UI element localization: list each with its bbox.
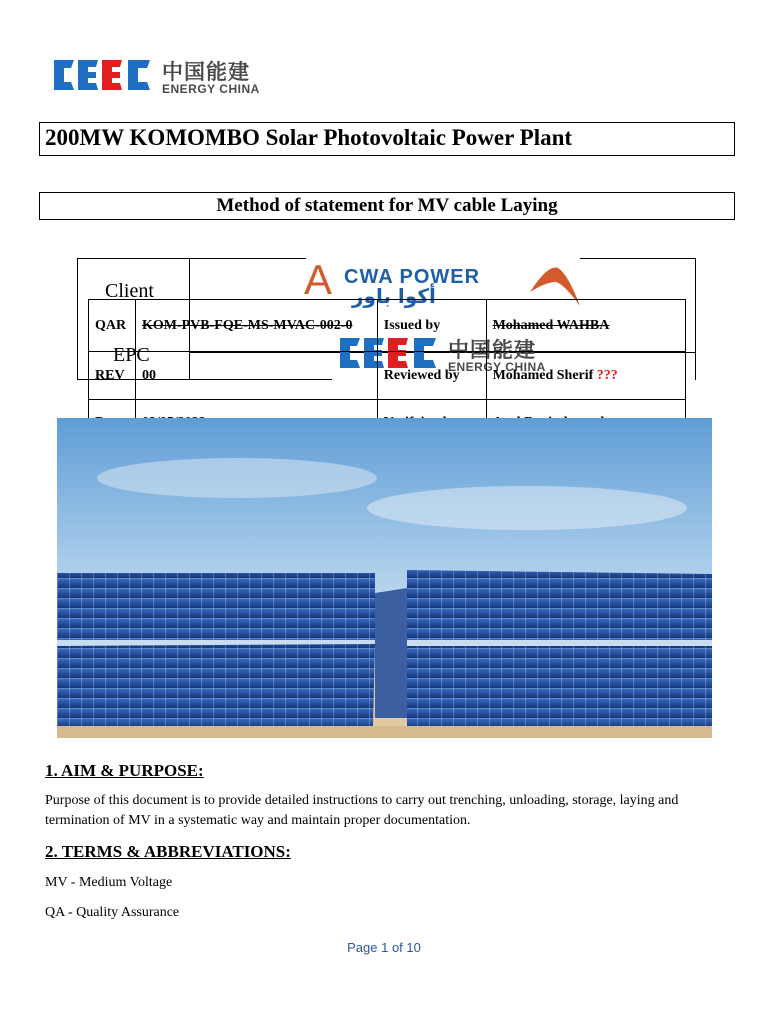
document-title-box [39, 122, 735, 156]
row-role: Issued by [377, 300, 486, 352]
row-label: QAR [89, 300, 136, 352]
acwa-logo-initial: A [304, 256, 333, 303]
abbreviation-item: QA - Quality Assurance [45, 905, 180, 920]
row-note: ??? [596, 367, 618, 383]
logo-english-text: ENERGY CHINA [162, 82, 260, 96]
row-person-cell [486, 352, 685, 400]
document-subtitle: Method of statement for MV cable Laying [216, 195, 558, 216]
page-number: Page 1 of 10 [347, 940, 421, 955]
energy-china-logo-top [52, 56, 262, 98]
document-title: 200MW KOMOMBO Solar Photovoltaic Power Plant [45, 125, 573, 150]
section-heading-terms: 2. TERMS & ABBREVIATIONS: [45, 842, 291, 861]
solar-panels-image [57, 418, 712, 738]
document-subtitle-box [39, 192, 735, 220]
section-heading-aim: 1. AIM & PURPOSE: [45, 761, 204, 780]
row-person: Mohamed WAHBA [486, 300, 685, 352]
row-role: Reviewed by [377, 352, 486, 400]
solar-panels-photo [57, 418, 712, 738]
row-value: 00 [135, 352, 377, 400]
logo-chinese-text: 中国能建 [448, 338, 536, 362]
section-paragraph: Purpose of this document is to provide detailed instructions to carry out trenching, unloading, storage, laying and termination of MV in a systematic way and maintain proper documentation. [45, 793, 679, 828]
table-row [89, 352, 686, 400]
row-person: Mohamed Sherif [492, 367, 594, 383]
abbreviation-item: MV - Medium Voltage [45, 875, 173, 890]
logo-english-text: ENERGY CHINA [448, 360, 546, 374]
client-label: Client [105, 280, 154, 302]
acwa-logo-arabic: أكوا باور [352, 284, 436, 308]
row-value: KOM-PVB-FQE-MS-MVAC-002-0 [135, 300, 377, 352]
table-row [89, 300, 686, 352]
acwa-logo-text: CWA POWER [344, 266, 481, 288]
ceec-logo-icon [52, 56, 154, 94]
epc-label: EPC [113, 344, 150, 366]
logo-chinese-text: 中国能建 [162, 60, 250, 84]
row-label: REV [89, 352, 136, 400]
